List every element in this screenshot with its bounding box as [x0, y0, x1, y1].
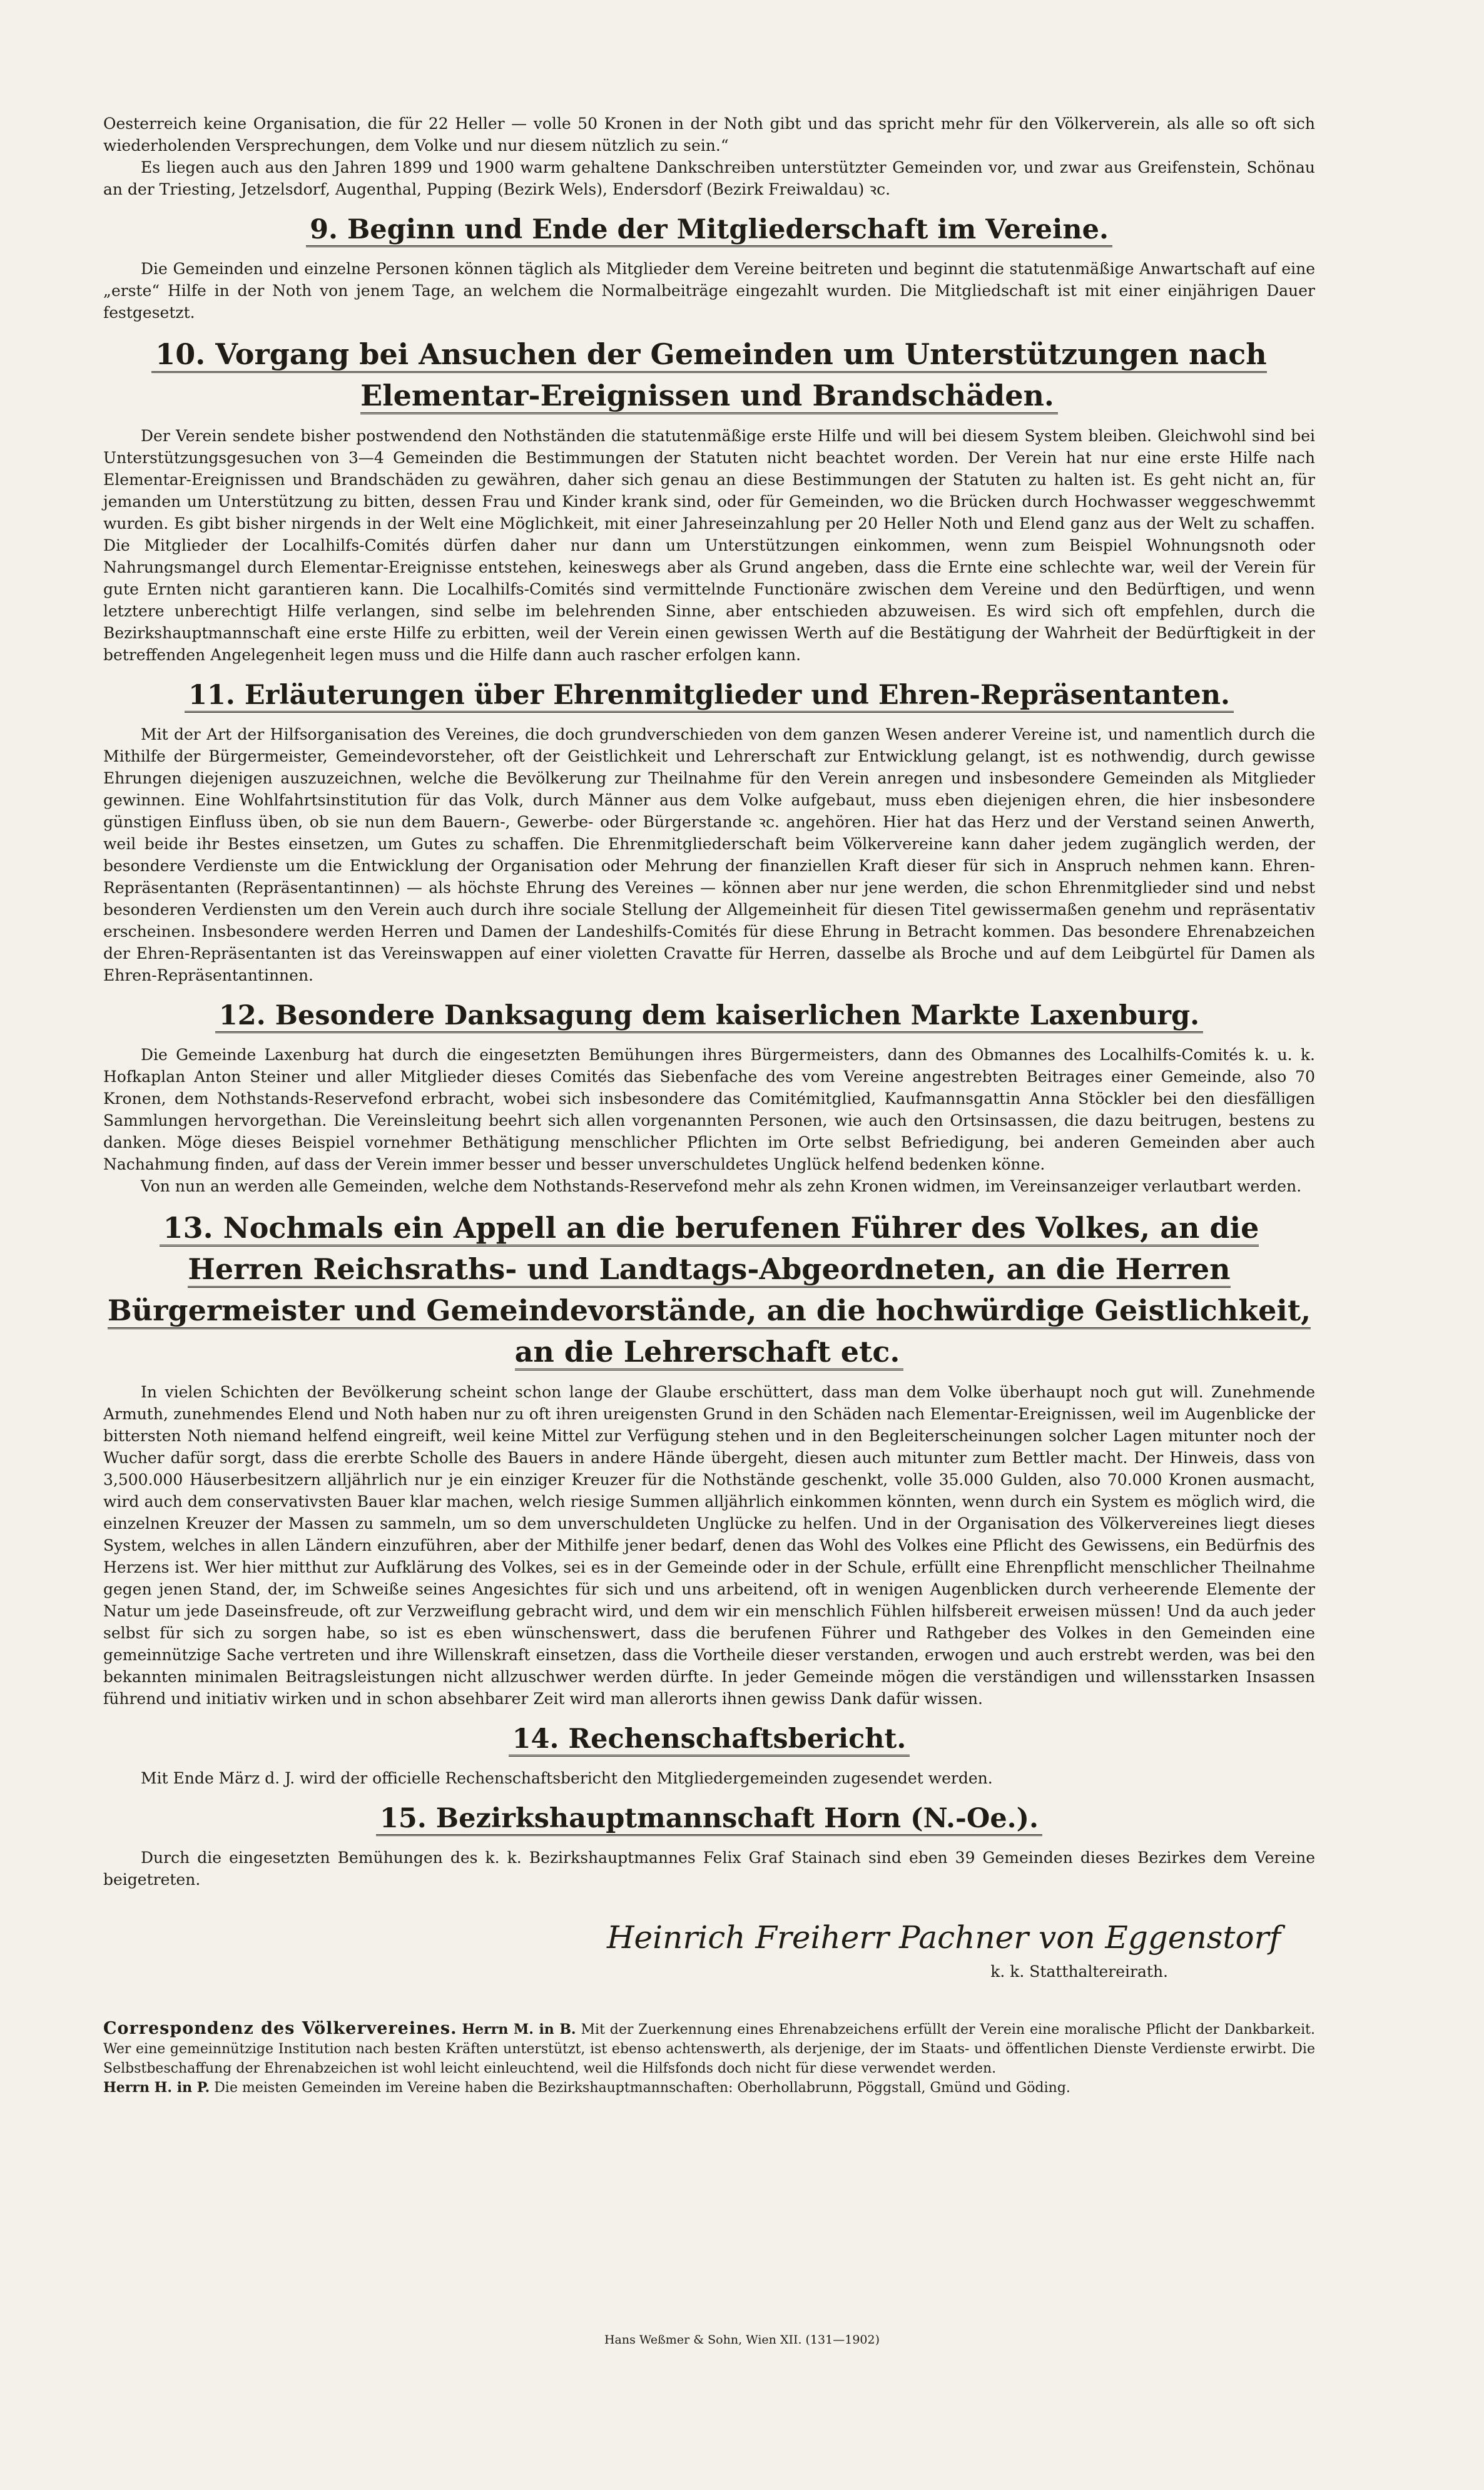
heading-15-text: 15. Bezirkshauptmannschaft Horn (N.-Oe.). [376, 1803, 1042, 1836]
heading-10-text: 10. Vorgang bei Ansuchen der Gemeinden um Unterstützungen nach Elementar-Ereignissen und Brandschäden. [151, 337, 1266, 414]
printer-imprint: Hans Weßmer & Sohn, Wien XII. (131—1902) [604, 2333, 880, 2347]
paragraph-intro-2: Es liegen auch aus den Jahren 1899 und 1900 warm gehaltene Dankschreiben unterstützter Gemeinden vor, und zwar aus Greifenstein, Schönau an der Triesting, Jetzelsdorf, Augenthal, Pupping (Bezirk Wels), Endersdorf (Bezirk Freiwaldau) ꝛc. [103, 158, 1315, 198]
heading-section-15 [103, 1799, 1315, 1838]
paragraph-section-13: In vielen Schichten der Bevölkerung scheint schon lange der Glaube erschüttert, dass man dem Volke überhaupt noch gut will. Zunehmende Armuth, zunehmendes Elend und Noth haben nur zu oft ihren ureigensten Grund in den Schäden nach Elementar-Ereignissen, weil im Augenblicke der bittersten Noth niemand helfend eingreift, weil keine Mittel zur Verfügung stehen und in den Begleiterscheinungen solcher Lagen mitunter noch der Wucher dafür sorgt, dass die ererbte Scholle des Bauers in andere Hände übergeht, diesen auch mitunter zum Bettler macht. Der Hinweis, dass von 3,500.000 Häuserbesitzern alljährlich nur je ein einziger Kreuzer für die Nothstände geschenkt, volle 35.000 Gulden, also 70.000 Kronen ausmacht, wird auch dem conservativsten Bauer klar machen, welch riesige Summen alljährlich einkommen könnten, wenn durch ein System es möglich wird, die einzelnen Kreuzer der Massen zu sammeln, um so dem unverschuldeten Unglücke zu helfen. Und in der Organisation des Völkervereines liegt dieses System, welches in allen Ländern einzuführen, aber der Mithilfe jener bedarf, denen das Wohl des Volkes eine Pflicht des Gewissens, ein Bedürfnis des Herzens ist. Wer hier mitthut zur Aufklärung des Volkes, sei es in der Gemeinde oder in der Schule, erfüllt eine Ehrenpflicht menschlicher Theilnahme gegen jenen Stand, der, im Schweiße seines Angesichtes für sich und uns arbeitend, oft in wenigen Augenblicken durch verheerende Elemente der Natur um jede Daseinsfreude, oft zur Verzweiflung gebracht wird, und dem wir ein menschlich Fühlen hilfsbereit erweisen müssen! Und da auch jeder selbst für sich zu sorgen habe, so ist es eben wünschenswert, dass die berufenen Führer und Rathgeber des Volkes in den Gemeinden eine gemeinnützige Sache vertreten und ihre Willenskraft einsetzen, dass die Vortheile dieser verstanden, erwogen und auch erstrebt werden, was bei den bekannten minimalen Beitragsleistungen nicht allzuschwer werden dürfte. In jeder Gemeinde mögen die verständigen und willensstarken Insassen führend und initiativ wirken und in schon absehbarer Zeit wird man allerorts ihnen gewiss Dank dafür wissen. [103, 1383, 1315, 1708]
heading-14-text: 14. Rechenschaftsbericht. [509, 1723, 910, 1757]
paragraph-intro: Oesterreich keine Organisation, die für 22 Heller — volle 50 Kronen in der Noth gibt und das spricht mehr für den Völkerverein, als alle so oft sich wiederholenden Versprechungen, dem Volke und nur diesem nützlich zu sein.“ [103, 115, 1315, 155]
correspondence-block [103, 2019, 1315, 2098]
paragraph-section-11: Mit der Art der Hilfsorganisation des Vereines, die doch grundverschieden von dem ganzen Wesen anderer Vereine ist, und namentlich durch die Mithilfe der Bürgermeister, Gemeindevorsteher, oft der Geistlichkeit und Lehrerschaft zur Entwicklung gelangt, ist es nothwendig, durch gewisse Ehrungen diejenigen auszuzeichnen, welche die Bevölkerung zur Theilnahme für den Verein anregen und insbesondere Gemeinden als Mitglieder gewinnen. Eine Wohlfahrtsinstitution für das Volk, durch Männer aus dem Volke aufgebaut, muss eben diejenigen ehren, die hier insbesondere günstigen Einfluss üben, ob sie nun dem Bauern-, Gewerbe- oder Bürgerstande ꝛc. angehören. Hier hat das Herz und der Verstand seinen Anwerth, weil beide ihr Bestes einsetzen, um Gutes zu schaffen. Die Ehrenmitgliederschaft beim Völkervereine kann daher jedem zugänglich werden, der besondere Verdienste um die Entwicklung der Organisation oder Mehrung der finanziellen Kraft dieser für sich in Anspruch nehmen kann. Ehren-Repräsentanten (Repräsentantinnen) — als höchste Ehrung des Vereines — können aber nur jene werden, die schon Ehrenmitglieder sind und nebst besonderen Verdiensten um den Verein auch durch ihre sociale Stellung der Allgemeinheit für diesen Titel gewissermaßen genehm und repräsentativ erscheinen. Insbesondere werden Herren und Damen der Landeshilfs-Comités für diese Ehrung in Betracht kommen. Das besondere Ehrenabzeichen der Ehren-Repräsentanten ist das Vereinswappen auf einer violetten Cravatte für Herren, dasselbe als Broche und auf dem Leibgürtel für Damen als Ehren-Repräsentantinnen. [103, 725, 1315, 984]
paragraph-section-12a: Die Gemeinde Laxenburg hat durch die eingesetzten Bemühungen ihres Bürgermeisters, dann des Obmannes des Localhilfs-Comités k. u. k. Hofkaplan Anton Steiner und aller Mitglieder dieses Comités das Siebenfache des vom Vereine angestrebten Beitrages einer Gemeinde, also 70 Kronen, dem Nothstands-Reservefond erbracht, wobei sich insbesondere das Comitémitglied, Kaufmannsgattin Anna Stöckler bei den diesfälligen Sammlungen hervorgethan. Die Vereinsleitung beehrt sich allen vorgenannten Personen, wie auch den Ortsinsassen, die dazu beitrugen, bestens zu danken. Möge dieses Beispiel vornehmer Bethätigung menschlicher Pflichten im Orte selbst Befriedigung, bei anderen Gemeinden aber auch Nachahmung finden, auf dass der Verein immer besser und besser unverschuldetes Unglück helfend bedenken könne. [103, 1046, 1315, 1173]
correspondence-heading: Correspondenz des Völkervereines. [103, 2019, 457, 2038]
heading-section-14 [103, 1720, 1315, 1758]
paragraph-section-9: Die Gemeinden und einzelne Personen können täglich als Mitglieder dem Vereine beitreten und beginnt die statutenmäßige Anwartschaft auf eine „erste“ Hilfe in der Noth von jenem Tage, an welchem die Normalbeiträge eingezahlt wurden. Die Mitgliedschaft ist mit einer einjährigen Dauer festgesetzt. [103, 260, 1315, 322]
heading-9-text: 9. Beginn und Ende der Mitgliederschaft im Vereine. [306, 214, 1112, 247]
correspondence-recipient-1: Herrn M. in B. [462, 2021, 576, 2038]
heading-section-12 [103, 996, 1315, 1035]
heading-section-9 [103, 210, 1315, 249]
heading-11-text: 11. Erläuterungen über Ehrenmitglieder und Ehren-Repräsentanten. [185, 680, 1234, 713]
heading-section-13 [103, 1207, 1315, 1372]
correspondence-entry-2 [103, 2078, 1315, 2098]
heading-13-text: 13. Nochmals ein Appell an die berufenen Führer des Volkes, an die Herren Reichsraths- und Landtags-Abgeordneten, an die Herren Bürgermeister und Gemeindevorstände, an die hochwürdige Geistlichkeit, an die Lehrerschaft etc. [108, 1211, 1311, 1370]
signature-name: Heinrich Freiherr Pachner von Eggenstorf [606, 1919, 1281, 1956]
heading-section-11 [103, 676, 1315, 715]
correspondence-entry-1 [103, 2019, 1315, 2078]
signature-title: k. k. Statthaltereirath. [990, 1962, 1168, 1981]
correspondence-recipient-2: Herrn H. in P. [103, 2079, 210, 2096]
correspondence-text-1: Mit der Zuerkennung eines Ehrenabzeichens erfüllt der Verein eine moralische Pflicht der Dankbarkeit. Wer eine gemeinnützige Institution nach besten Kräften unterstützt, ist ebenso achtenswerth, als derjenige, der im Staats- und öffentlichen Dienste Verdienste erwirbt. Die Selbstbeschaffung der Ehrenabzeichen ist wohl leicht einleuchtend, weil die Hilfsfonds doch nicht für diese verwendet werden. [103, 2022, 1315, 2076]
paragraph-section-15: Durch die eingesetzten Bemühungen des k. k. Bezirkshauptmannes Felix Graf Stainach sind eben 39 Gemeinden dieses Bezirkes dem Vereine beigetreten. [103, 1849, 1315, 1889]
paragraph-section-10: Der Verein sendete bisher postwendend den Nothständen die statutenmäßige erste Hilfe und will bei diesem System bleiben. Gleichwohl sind bei Unterstützungsgesuchen von 3—4 Gemeinden die Bestimmungen der Statuten nicht beachtet worden. Der Verein hat nur eine erste Hilfe nach Elementar-Ereignissen und Brandschäden zu gewähren, daher sich genau an diese Bestimmungen der Statuten zu halten ist. Es geht nicht an, für jemanden um Unterstützung zu bitten, dessen Frau und Kinder krank sind, oder für Gemeinden, wo die Brücken durch Hochwasser weggeschwemmt wurden. Es gibt bisher nirgends in der Welt eine Möglichkeit, mit einer Jahreseinzahlung per 20 Heller Noth und Elend ganz aus der Welt zu schaffen. Die Mitglieder der Localhilfs-Comités dürfen daher nur dann um Unterstützungen einkommen, wenn zum Beispiel Wohnungsnoth oder Nahrungsmangel durch Elementar-Ereignisse entstehen, keineswegs aber als Grund angeben, dass die Ernte eine schlechte war, weil der Verein für gute Ernten nicht garantieren kann. Die Localhilfs-Comités sind vermittelnde Functionäre zwischen dem Vereine und den Bedürftigen, und wenn letztere unberechtigt Hilfe verlangen, sind selbe im belehrenden Sinne, aber entschieden abzuweisen. Es wird sich oft empfehlen, durch die Bezirkshauptmannschaft eine erste Hilfe zu erbitten, weil der Verein einen gewissen Werth auf die Bestätigung der Wahrheit der Bedürftigkeit in der betreffenden Angelegenheit legen muss und die Hilfe dann auch rascher erfolgen kann. [103, 427, 1315, 664]
heading-12-text: 12. Besondere Danksagung dem kaiserlichen Markte Laxenburg. [215, 1000, 1203, 1033]
paragraph-section-12b: Von nun an werden alle Gemeinden, welche dem Nothstands-Reservefond mehr als zehn Kronen widmen, im Vereinsanzeiger verlautbart werden. [141, 1177, 1302, 1195]
heading-section-10 [103, 334, 1315, 416]
correspondence-text-2: Die meisten Gemeinden im Vereine haben die Bezirkshauptmannschaften: Oberhollabrunn, Pöggstall, Gmünd und Göding. [214, 2080, 1070, 2096]
paragraph-section-14: Mit Ende März d. J. wird der officielle Rechenschaftsbericht den Mitgliedergemeinden zugesendet werden. [141, 1769, 993, 1787]
